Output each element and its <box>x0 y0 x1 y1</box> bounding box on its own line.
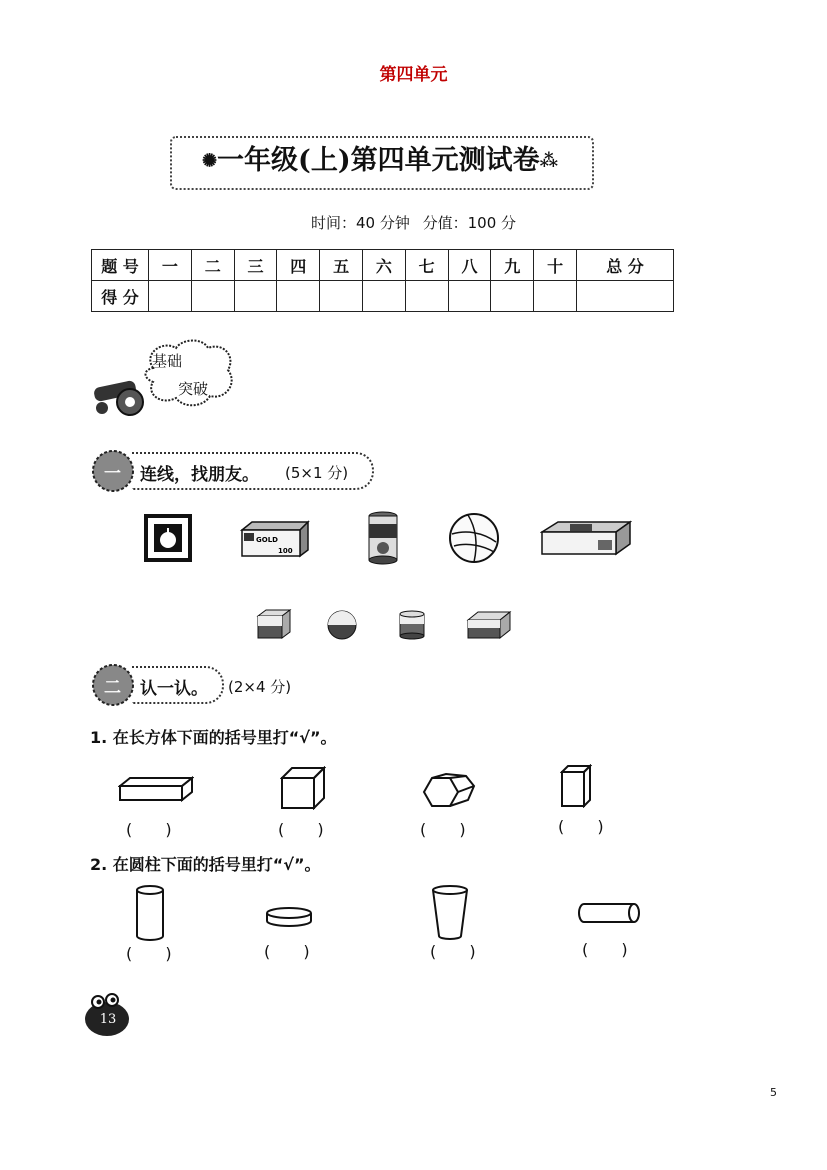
section1-number: 一 <box>104 464 121 484</box>
flat-cylinder-outline-icon <box>264 906 314 930</box>
score-table <box>91 249 674 312</box>
test-title <box>180 140 580 183</box>
hexagonal-prism-outline-icon <box>420 772 478 812</box>
score-col-7: 七 <box>405 250 448 281</box>
answer-paren[interactable]: ( ) <box>278 820 338 839</box>
score-col-10: 十 <box>534 250 577 281</box>
answer-paren[interactable]: ( ) <box>126 944 186 963</box>
score-cell[interactable] <box>491 281 534 312</box>
question-2: 2. 在圆柱下面的括号里打“√”。 <box>90 855 321 874</box>
score-cell[interactable] <box>362 281 405 312</box>
answer-paren[interactable]: ( ) <box>126 820 186 839</box>
gold-label: GOLD <box>256 536 278 544</box>
tall-cuboid-outline-icon <box>560 764 592 808</box>
score-table-score-label: 得 分 <box>92 281 149 312</box>
score-col-3: 三 <box>234 250 277 281</box>
can-icon <box>366 510 400 566</box>
badge-page-number: 13 <box>99 1012 117 1027</box>
cannon-icon <box>90 372 160 417</box>
tall-cylinder-outline-icon <box>134 884 166 944</box>
flower-icon: ✺ <box>201 150 218 172</box>
test-title-text: 一年级(上)第四单元测试卷 <box>217 145 540 176</box>
badge-line2: 突破 <box>178 380 209 398</box>
score-table-header-label: 题 号 <box>92 250 149 281</box>
cube-shape-icon <box>256 608 292 640</box>
score-col-total: 总 分 <box>576 250 673 281</box>
answer-paren[interactable]: ( ) <box>264 942 324 961</box>
score-col-1: 一 <box>149 250 192 281</box>
score-col-6: 六 <box>362 250 405 281</box>
flat-cuboid-outline-icon <box>118 776 194 804</box>
score-label: 分值：100 分 <box>422 214 517 232</box>
lying-cylinder-outline-icon <box>576 900 642 926</box>
badge-line1: 基础 <box>152 352 183 370</box>
cylinder-shape-icon <box>398 610 426 640</box>
section2-score: (2×4 分) <box>228 678 292 696</box>
gold-number: 100 <box>278 547 293 555</box>
answer-paren[interactable]: ( ) <box>558 817 618 836</box>
score-cell[interactable] <box>448 281 491 312</box>
answer-paren[interactable]: ( ) <box>582 940 642 959</box>
score-table-header-row <box>92 250 674 281</box>
question-1: 1. 在长方体下面的括号里打“√”。 <box>90 728 337 747</box>
section1-title: 连线，找朋友。 <box>140 465 259 485</box>
score-col-8: 八 <box>448 250 491 281</box>
answer-paren[interactable]: ( ) <box>430 942 490 961</box>
score-cell[interactable] <box>534 281 577 312</box>
gold-box-icon <box>238 520 310 558</box>
score-cell[interactable] <box>149 281 192 312</box>
sphere-shape-icon <box>326 610 358 640</box>
score-cell[interactable] <box>234 281 277 312</box>
score-cell[interactable] <box>576 281 673 312</box>
meta-line <box>0 212 827 233</box>
answer-paren[interactable]: ( ) <box>420 820 480 839</box>
volleyball-icon <box>448 512 500 564</box>
score-col-5: 五 <box>320 250 363 281</box>
score-cell[interactable] <box>277 281 320 312</box>
section1-score: (5×1 分) <box>285 464 349 482</box>
score-cell[interactable] <box>191 281 234 312</box>
score-cell[interactable] <box>405 281 448 312</box>
time-label: 时间：40 分钟 <box>310 214 410 232</box>
section2-title: 认一认。 <box>140 679 208 699</box>
page-number: 5 <box>770 1086 777 1099</box>
apple-box-icon <box>142 512 194 564</box>
cube-outline-icon <box>280 766 326 810</box>
cup-outline-icon <box>430 884 470 942</box>
cuboid-shape-icon <box>466 610 512 640</box>
sparkle-icon: ⁂ <box>539 150 559 172</box>
score-col-4: 四 <box>277 250 320 281</box>
section2-number: 二 <box>104 678 121 698</box>
score-cell[interactable] <box>320 281 363 312</box>
package-box-icon <box>540 520 632 556</box>
score-col-9: 九 <box>491 250 534 281</box>
header-title: 第四单元 <box>379 65 448 85</box>
score-table-score-row <box>92 281 674 312</box>
score-col-2: 二 <box>191 250 234 281</box>
